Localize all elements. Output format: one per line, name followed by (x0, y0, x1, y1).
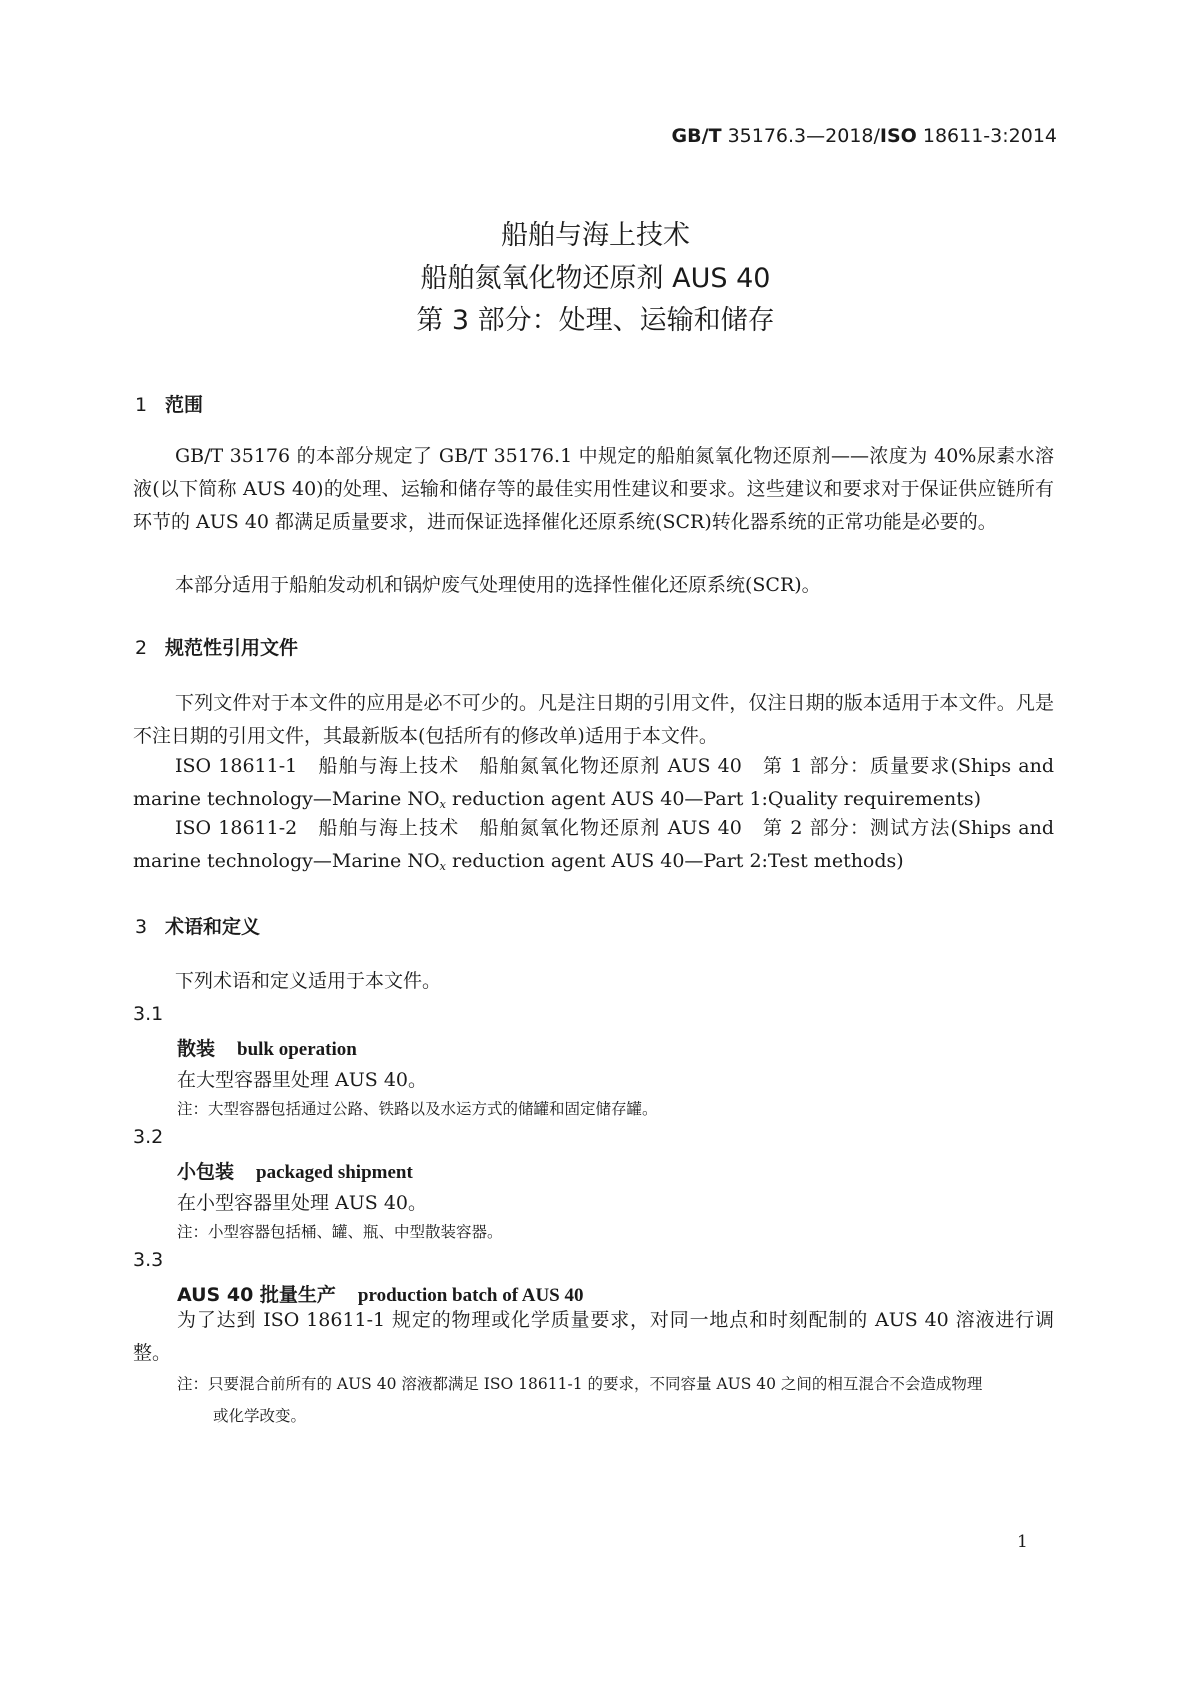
term-3-3-note: 注：只要混合前所有的 AUS 40 溶液都满足 ISO 18611-1 的要求，不同容量 AUS 40 之间的相互混合不会造成物理 或化学改变。 (177, 1375, 983, 1425)
term-3-2-number: 3.2 (133, 1126, 164, 1148)
title-line-3: 第 3 部分：处理、运输和储存 (416, 305, 775, 336)
section-1-heading: 1 范围 (135, 394, 204, 416)
section-3-intro: 下列术语和定义适用于本文件。 (175, 970, 442, 992)
title-line-2: 船舶氮氧化物还原剂 AUS 40 (420, 263, 771, 294)
reference-iso-18611-1: ISO 18611-1 船舶与海上技术 船舶氮氧化物还原剂 AUS 40 第 1 部分：质量要求(Ships and marine technology—Marine $NO_x$ reduction agent AUS 40—Part 1:Quality requirements) (133, 755, 1054, 811)
term-3-2-title: 小包装 packaged shipment (177, 1161, 413, 1183)
section-2-heading: 2 规范性引用文件 (135, 637, 299, 659)
section-3-heading: 3 术语和定义 (135, 916, 261, 938)
term-3-2-definition: 在小型容器里处理 AUS 40。 (177, 1192, 428, 1214)
title-line-1: 船舶与海上技术 (501, 220, 690, 251)
term-3-2-note: 注：小型容器包括桶、罐、瓶、中型散装容器。 (177, 1223, 503, 1241)
term-3-3-definition: 为了达到 ISO 18611-1 规定的物理或化学质量要求，对同一地点和时刻配制的 AUS 40 溶液进行调整。 (133, 1309, 1054, 1364)
term-3-1-definition: 在大型容器里处理 AUS 40。 (177, 1069, 428, 1091)
section-1-paragraph-2: 本部分适用于船舶发动机和锅炉废气处理使用的选择性催化还原系统(SCR)。 (175, 574, 821, 596)
section-1-paragraph-1: GB/T 35176 的本部分规定了 GB/T 35176.1 中规定的船舶氮氧化物还原剂——浓度为 40%尿素水溶液(以下简称 AUS 40)的处理、运输和储存等的最佳实用性建议和要求。这些建议和要求对于保证供应链所有环节的 AUS 40 都满足质量要求，进而保证选择催化还原系统(SCR)转化器系统的正常功能是必要的。 (133, 445, 1054, 533)
reference-iso-18611-2: ISO 18611-2 船舶与海上技术 船舶氮氧化物还原剂 AUS 40 第 2 部分：测试方法(Ships and marine technology—Marine $NO_x$ reduction agent AUS 40—Part 2:Test methods) (133, 817, 1054, 873)
document-number: GB/T 35176.3—2018/ISO 18611-3:2014 (671, 125, 1057, 147)
term-3-3-number: 3.3 (133, 1249, 164, 1271)
page-number: 1 (1017, 1532, 1028, 1552)
term-3-3-title: AUS 40 批量生产 production batch of AUS 40 (177, 1284, 584, 1306)
term-3-1-title: 散装 bulk operation (177, 1038, 357, 1060)
term-3-1-number: 3.1 (133, 1003, 164, 1025)
term-3-1-note: 注：大型容器包括通过公路、铁路以及水运方式的储罐和固定储存罐。 (177, 1100, 658, 1118)
section-2-paragraph: 下列文件对于本文件的应用是必不可少的。凡是注日期的引用文件，仅注日期的版本适用于本文件。凡是不注日期的引用文件，其最新版本(包括所有的修改单)适用于本文件。 (133, 692, 1054, 747)
